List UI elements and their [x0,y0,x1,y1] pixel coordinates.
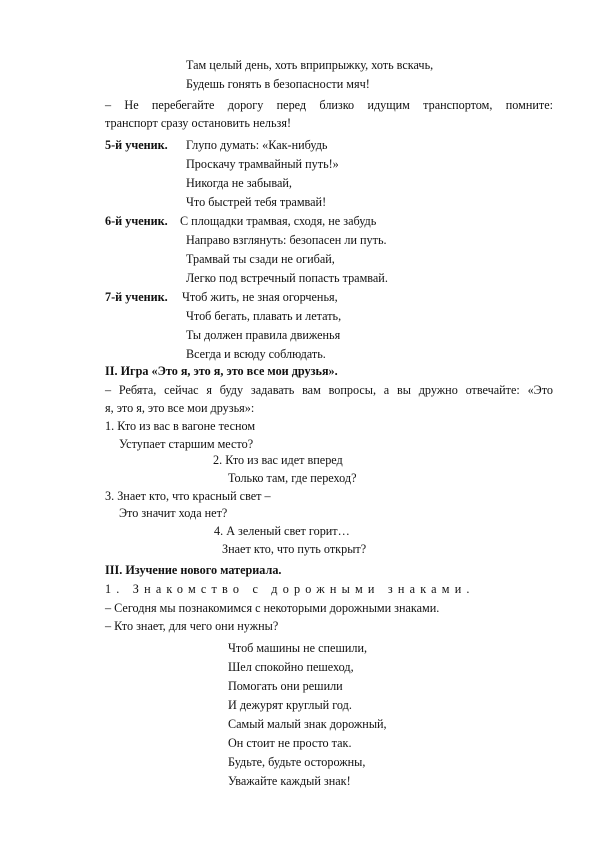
pupil-7-line-4: Всегда и всюду соблюдать. [186,347,326,361]
question-4-line-2: Знает кто, что путь открыт? [222,542,367,556]
pupil-6-label: 6-й ученик. [105,214,168,228]
pupil-6-line-2: Направо взглянуть: безопасен ли путь. [186,233,387,247]
pupil-7-line-2: Чтоб бегать, плавать и летать, [186,309,342,323]
question-3-line-1: 3. Знает кто, что красный свет – [105,489,271,503]
poem-signs-line-8: Уважайте каждый знак! [228,774,351,788]
advice-line-1: – Не перебегайте дорогу перед близко идущим транспортом, помните: [105,98,553,112]
question-3-line-2: Это значит хода нет? [119,506,228,520]
section-3-heading: III. Изучение нового материала. [105,563,282,577]
section-2-intro-line-2: я, это я, это все мои друзья»: [105,401,255,415]
poem-top-line-2: Будешь гонять в безопасности мяч! [186,77,370,91]
question-2-line-2: Только там, где переход? [228,471,357,485]
pupil-5-line-4: Что быстрей тебя трамвай! [186,195,327,209]
question-1-line-1: 1. Кто из вас в вагоне тесном [105,419,256,433]
pupil-5-line-2: Проскачу трамвайный путь!» [186,157,339,171]
poem-signs-line-2: Шел спокойно пешеход, [228,660,354,674]
section-3-line-2: – Кто знает, для чего они нужны? [105,619,279,633]
poem-signs-line-4: И дежурят круглый год. [228,698,352,712]
poem-top-line-1: Там целый день, хоть вприпрыжку, хоть вскачь, [186,58,434,72]
section-3-subheading: 1. Знакомство с дорожными знаками. [105,582,475,596]
poem-signs-line-6: Он стоит не просто так. [228,736,352,750]
pupil-7-label: 7-й ученик. [105,290,168,304]
pupil-7-line-3: Ты должен правила движенья [186,328,341,342]
pupil-5-label: 5-й ученик. [105,138,168,152]
pupil-6-line-1: С площадки трамвая, сходя, не забудь [180,214,377,228]
advice-line-2: транспорт сразу остановить нельзя! [105,116,292,130]
question-1-line-2: Уступает старшим место? [119,437,254,451]
poem-signs-line-7: Будьте, будьте осторожны, [228,755,366,769]
section-2-intro-line-1: – Ребята, сейчас я буду задавать вам вопросы, а вы дружно отвечайте: «Это [105,383,553,397]
pupil-5-line-1: Глупо думать: «Как-нибудь [186,138,328,152]
poem-signs-line-5: Самый малый знак дорожный, [228,717,387,731]
question-4-line-1: 4. А зеленый свет горит… [214,524,350,538]
section-3-line-1: – Сегодня мы познакомимся с некоторыми дорожными знаками. [105,601,440,615]
pupil-6-line-3: Трамвай ты сзади не огибай, [186,252,335,266]
pupil-7-line-1: Чтоб жить, не зная огорченья, [182,290,338,304]
question-2-line-1: 2. Кто из вас идет вперед [213,453,343,467]
poem-signs-line-1: Чтоб машины не спешили, [228,641,368,655]
pupil-6-line-4: Легко под встречный попасть трамвай. [186,271,388,285]
poem-signs-line-3: Помогать они решили [228,679,343,693]
pupil-5-line-3: Никогда не забывай, [186,176,292,190]
section-2-heading: II. Игра «Это я, это я, это все мои друзья». [105,364,338,378]
